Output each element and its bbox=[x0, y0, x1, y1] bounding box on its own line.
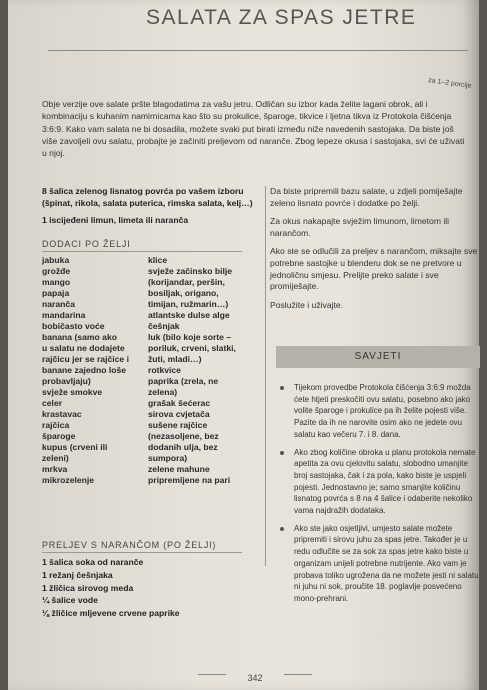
ingredients-column bbox=[42, 186, 267, 486]
extra-item: svježe smokve bbox=[42, 386, 103, 397]
extra-item: papaja bbox=[42, 287, 70, 298]
dressing-item: 1 režanj češnjaka bbox=[42, 569, 113, 580]
extra-item: grašak šećerac bbox=[148, 397, 211, 408]
method-step: Ako ste se odlučili za preljev s narančom, miksajte sve potrebne sastojke u blenderu dok se ne pretvore u jednoličnu smjesu. Prelijte preko salate i sve promiješajte. bbox=[270, 246, 478, 292]
extra-item: mandarina bbox=[42, 309, 86, 320]
bullet-icon bbox=[280, 527, 284, 531]
footer-rule-right bbox=[284, 674, 312, 675]
dressing-item: ⅛ žličice mljevene crvene paprike bbox=[42, 608, 180, 619]
tips-list bbox=[276, 382, 481, 611]
footer-rule-left bbox=[198, 674, 226, 675]
extras-column-2 bbox=[148, 255, 266, 486]
bullet-icon bbox=[280, 451, 284, 455]
dressing-item: ¼ šalice vode bbox=[42, 595, 98, 606]
extra-item: sumpora) bbox=[148, 452, 188, 463]
column-divider bbox=[265, 186, 266, 566]
extra-item: celer bbox=[42, 397, 63, 408]
dressing-item: 1 šalica soka od naranče bbox=[42, 557, 144, 567]
page-title: SALATA ZA SPAS JETRE bbox=[146, 6, 417, 29]
extra-item: paprika (zrela, ne bbox=[148, 375, 219, 386]
extra-item: rotkvice bbox=[148, 364, 181, 375]
extra-item: grožđe bbox=[42, 265, 71, 276]
extra-item: probavljaju) bbox=[42, 375, 91, 386]
extra-item: jabuka bbox=[42, 254, 70, 265]
extra-item: bobičasto voće bbox=[42, 320, 105, 331]
tip-text: Ako ste jako osjetljivi, umjesto salate možete pripremiti i sirovu juhu za spas jetre. Također je u redu odlučite se za sok za spas jetre kako biste u organizam unijeli potrebne nutrijente. Ako vam je probava toliko ugrožena da ne možete jesti ni salatu ni juhu ni sok, proučite 18. poglavlje posvećeno mono-prehrani. bbox=[294, 523, 479, 603]
extra-item: žuti, mladi…) bbox=[148, 353, 202, 364]
extras-column-1 bbox=[42, 255, 140, 486]
base-greens: 8 šalica zelenog lisnatog povrća po vašem izboru (špinat, rikola, salata puterica, rimska salata, kelj…) bbox=[42, 186, 253, 208]
extra-item: (nezasoljene, bez bbox=[148, 430, 219, 441]
extra-item: u salatu ne dodajete bbox=[42, 342, 125, 353]
tips-heading-box bbox=[276, 346, 480, 368]
extra-item: pripremljene na pari bbox=[148, 474, 231, 485]
extras-list bbox=[42, 255, 267, 486]
tip-text: Tijekom provedbe Protokola čišćenja 3:6:9 možda ćete htjeti preskočiti ovu salatu, posebno ako jako volite šparoge i prokulice pa ih želite pojesti više. Pazite da ih ne narovite osim ako ne jedete ovu salatu kao večeru 7. i 8. dana. bbox=[294, 383, 471, 439]
method-step: Za okus nakapajte svježim limunom, limetom ili narančom. bbox=[270, 216, 450, 238]
extra-item: timijan, ružmarin…) bbox=[148, 298, 229, 309]
tip-item bbox=[276, 382, 481, 441]
extra-item: kupus (crveni ili bbox=[42, 441, 108, 452]
extra-item: rajčica bbox=[42, 419, 70, 430]
page-footer bbox=[220, 668, 290, 686]
extra-item: zelene mahune bbox=[148, 463, 210, 474]
extra-item: poriluk, crveni, slatki, bbox=[148, 342, 236, 353]
extra-item: svježe začinsko bilje bbox=[148, 265, 233, 276]
extra-item: atlantske dulse alge bbox=[148, 309, 230, 320]
extra-item: dodanih ulja, bez bbox=[148, 441, 218, 452]
extra-item: naranča bbox=[42, 298, 75, 309]
extra-item: krastavac bbox=[42, 408, 82, 419]
extra-item: zeleni) bbox=[42, 452, 69, 463]
intro-paragraph: Obje verzije ove salate pršte blagodatima za vašu jetru. Odličan su izbor kada želite lagani obrok, ali i kombinaciju s kuhanim namirnicama kao što su prokulice, šparoge, tikvice i ljetna tikva iz Protokola čišćenja 3:6:9. Kako vam salata ne bi dosadila, možete svaki put birati između niže navedenih sastojaka. Da biste još više zavoljeli ovu salatu, probajte je začiniti preljevom od naranče. Zbog lepeze okusa i sastojaka, svi će uživati u njoj. bbox=[42, 99, 465, 159]
extra-item: mango bbox=[42, 276, 71, 287]
method-step: Poslužite i uživajte. bbox=[270, 299, 344, 310]
tip-text: Ako zbog količine obroka u planu protokola nemate apetita za ovu cjelovitu salatu, slobodno umanjite broj sastojaka, čak i za pola, kako biste je uspjeli pojesti. Jednostavno je; samo smanjite količinu lisnatog povrća s 8 na 4 šalice i odaberite nekoliko vama najdražih dodataka. bbox=[294, 447, 476, 516]
tip-item bbox=[276, 523, 481, 605]
dressing-item: 1 žličica sirovog meda bbox=[42, 582, 134, 593]
book-page bbox=[8, 0, 479, 690]
extra-item: rajčicu jer se rajčice i bbox=[42, 353, 129, 364]
extra-item: češnjak bbox=[148, 320, 180, 331]
extra-item: bosiljak, origano, bbox=[148, 287, 219, 298]
extra-item: zelena) bbox=[148, 386, 178, 397]
extra-item: sušene rajčice bbox=[148, 419, 208, 430]
extra-item: banane zajedno loše bbox=[42, 364, 127, 375]
bullet-icon bbox=[280, 386, 284, 390]
servings-tab: za 1–2 porcije bbox=[427, 77, 472, 90]
extras-heading: DODACI PO ŽELJI bbox=[42, 239, 242, 252]
extra-item: mikrozelenje bbox=[42, 474, 95, 485]
extra-item: (korijandar, peršin, bbox=[148, 276, 225, 287]
dressing-section bbox=[42, 528, 267, 620]
extra-item: banana (samo ako bbox=[42, 331, 117, 342]
dressing-heading: PRELJEV S NARANČOM (PO ŽELJI) bbox=[42, 540, 242, 553]
extra-item: mrkva bbox=[42, 463, 68, 474]
extra-item: sirova cvjetača bbox=[148, 408, 210, 419]
method-step: Da biste pripremili bazu salate, u zdjeli pomiješajte zeleno lisnato povrće i dodatke po želji. bbox=[270, 186, 463, 208]
method-column bbox=[270, 186, 480, 318]
base-citrus: 1 iscijeđeni limun, limeta ili naranča bbox=[42, 215, 189, 225]
extra-item: luk (bilo koje sorte – bbox=[148, 331, 232, 342]
tips-heading: SAVJETI bbox=[354, 351, 402, 362]
page-number: 342 bbox=[247, 673, 263, 683]
extra-item: šparoge bbox=[42, 430, 76, 441]
extra-item: klice bbox=[148, 254, 168, 265]
tip-item bbox=[276, 447, 481, 517]
title-divider bbox=[48, 50, 468, 51]
